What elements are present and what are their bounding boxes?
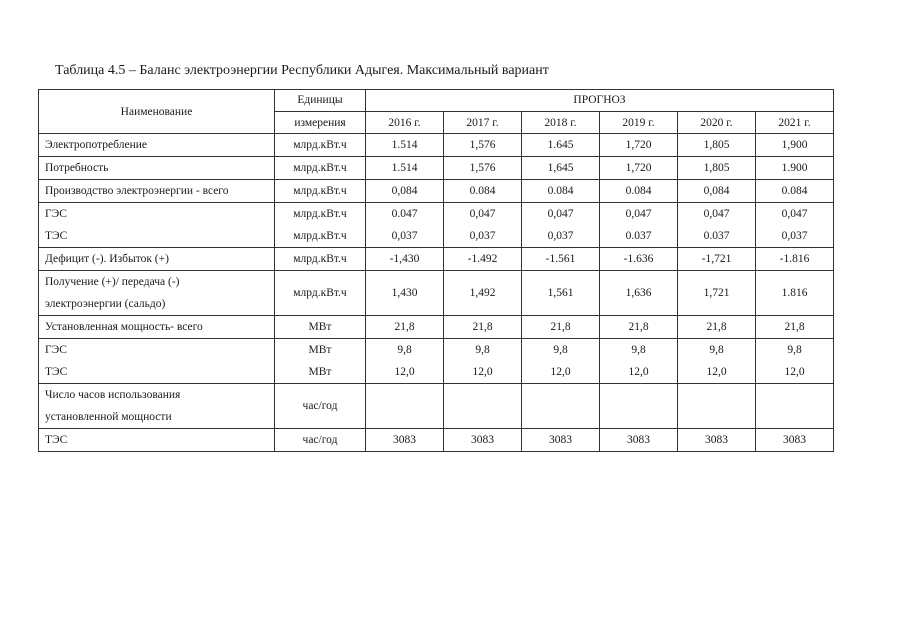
row-value-cell [678,339,756,384]
row-value: 1.645 [547,139,574,151]
row-value-cell [444,316,522,339]
header-units-line1: Единицы [297,94,343,106]
row-value: 1,576 [469,139,496,151]
row-value-cell [444,157,522,180]
row-unit-cell [275,134,366,157]
row-value-cell [678,180,756,203]
row-value: 0.047 [391,208,418,220]
row-value: 21,8 [550,321,571,333]
row-name-cell [39,316,275,339]
row-value: 12,0 [784,366,805,378]
row-name: установленной мощности [45,411,172,423]
header-year: 2021 г. [756,112,834,134]
row-value-cell [600,134,678,157]
row-value-cell [444,134,522,157]
header-year: 2019 г. [600,112,678,134]
row-value: 21,8 [628,321,649,333]
row-name: ТЭС [45,230,68,242]
row-unit-cell [275,157,366,180]
table-row [39,248,834,271]
row-name-cell [39,248,275,271]
row-value-cell [366,134,444,157]
row-value: 0,047 [469,208,496,220]
row-value-cell [600,271,678,316]
row-name: Дефицит (-). Избыток (+) [45,253,169,265]
row-value: 1.514 [391,139,418,151]
row-value-cell [600,203,678,248]
row-value-cell [522,134,600,157]
row-value-cell [600,248,678,271]
row-value: 12,0 [628,366,649,378]
row-value: 0,084 [391,185,418,197]
row-value-cell [678,316,756,339]
row-value-cell [678,203,756,248]
row-name: Число часов использования [45,389,181,401]
row-value: -1,721 [701,253,732,265]
row-value-cell [678,157,756,180]
row-unit: млрд.кВт.ч [293,139,347,151]
row-value-cell [678,384,756,429]
row-value: 0,037 [781,230,808,242]
row-value: 12,0 [394,366,415,378]
row-value-cell [366,203,444,248]
row-value: 9,8 [553,344,568,356]
table-row [39,384,834,429]
row-value: 12,0 [550,366,571,378]
header-year: 2018 г. [522,112,600,134]
table-row [39,429,834,452]
row-value-cell [444,339,522,384]
row-value: 1,805 [703,162,730,174]
row-value: 0,037 [469,230,496,242]
row-value: 21,8 [706,321,727,333]
row-value-cell [366,339,444,384]
row-unit-cell [275,203,366,248]
row-value-cell [756,339,834,384]
row-value-cell [522,339,600,384]
row-value: -1.636 [623,253,654,265]
row-value: -1.561 [545,253,576,265]
row-value-cell [522,429,600,452]
row-value: 1,636 [625,287,652,299]
row-value: 3083 [705,434,728,446]
row-value: -1.816 [779,253,810,265]
row-value: -1,430 [389,253,420,265]
row-unit: МВт [308,321,332,333]
row-value-cell [600,316,678,339]
row-unit-cell [275,180,366,203]
row-value: 3083 [549,434,572,446]
header-units-line2: измерения [294,116,346,129]
row-value-cell [522,316,600,339]
row-value: 0,037 [547,230,574,242]
row-value: 12,0 [706,366,727,378]
row-value-cell [366,271,444,316]
row-value: 1.900 [781,162,808,174]
row-unit-cell [275,271,366,316]
row-unit-cell [275,429,366,452]
row-value: 3083 [471,434,494,446]
row-value: 1,492 [469,287,496,299]
row-value: 1,645 [547,162,574,174]
row-value: 0,037 [391,230,418,242]
row-value: 1,900 [781,139,808,151]
row-name-cell [39,203,275,248]
row-unit-cell [275,316,366,339]
row-value: 3083 [783,434,806,446]
row-name-cell [39,384,275,429]
header-units-bottom [275,112,366,134]
row-value: 0.037 [625,230,652,242]
row-value-cell [522,271,600,316]
row-value: 0.084 [547,185,574,197]
table-row [39,316,834,339]
row-value-cell [444,203,522,248]
row-value: 1.514 [391,162,418,174]
row-value-cell [600,384,678,429]
row-name: Электропотребление [45,139,147,151]
row-value: 21,8 [472,321,493,333]
row-value: 1,720 [625,162,652,174]
row-value: 21,8 [394,321,415,333]
header-forecast-label: ПРОГНОЗ [573,94,626,106]
row-unit: млрд.кВт.ч [293,287,347,299]
row-value-cell [366,248,444,271]
row-value-cell [756,271,834,316]
row-value-cell [444,429,522,452]
header-forecast [366,90,834,112]
row-value-cell [366,157,444,180]
row-name-cell [39,157,275,180]
row-value-cell [366,384,444,429]
row-name: ГЭС [45,344,67,356]
table-row [39,180,834,203]
row-value-cell [756,157,834,180]
row-name: Потребность [45,162,109,174]
row-value: 21,8 [784,321,805,333]
row-value: 0.084 [781,185,808,197]
row-value: 9,8 [787,344,802,356]
row-value-cell [756,203,834,248]
row-name-cell [39,134,275,157]
row-value-cell [444,248,522,271]
row-value: 3083 [627,434,650,446]
row-unit-cell [275,248,366,271]
row-value: 0,084 [703,185,730,197]
table-row [39,339,834,384]
row-value: 9,8 [631,344,646,356]
row-unit: млрд.кВт.ч [293,208,347,220]
row-unit-cell [275,339,366,384]
row-value-cell [600,180,678,203]
row-value-cell [756,134,834,157]
row-value: 1.816 [781,287,808,299]
row-name-cell [39,339,275,384]
row-value-cell [366,429,444,452]
header-year: 2016 г. [366,112,444,134]
row-value-cell [756,429,834,452]
row-name: электроэнергии (сальдо) [45,298,166,310]
row-unit: МВт [308,344,332,356]
row-value-cell [366,316,444,339]
row-value: 3083 [393,434,416,446]
row-value: 0,047 [703,208,730,220]
row-value-cell [600,429,678,452]
row-value-cell [522,157,600,180]
row-value: 1,561 [547,287,574,299]
row-value: 1,720 [625,139,652,151]
row-value-cell [444,384,522,429]
row-name-cell [39,429,275,452]
row-value: 0,047 [781,208,808,220]
row-value-cell [522,384,600,429]
header-name-label: Наименование [120,105,193,118]
row-value-cell [522,180,600,203]
table-row [39,203,834,248]
row-name: ГЭС [45,208,67,220]
row-value-cell [678,134,756,157]
row-value-cell [756,316,834,339]
row-name: ТЭС [45,434,68,446]
row-value: 12,0 [472,366,493,378]
row-unit: млрд.кВт.ч [293,230,347,242]
row-unit: МВт [308,366,332,378]
row-unit: млрд.кВт.ч [293,253,347,265]
row-value-cell [600,339,678,384]
balance-table [38,89,834,452]
row-value-cell [522,203,600,248]
header-year: 2020 г. [678,112,756,134]
row-name: Производство электроэнергии - всего [45,185,229,197]
row-value: 0,047 [547,208,574,220]
row-unit: час/год [302,434,338,446]
row-value: 1,721 [703,287,730,299]
header-units-top [275,90,366,112]
row-value-cell [756,180,834,203]
row-value-cell [522,248,600,271]
row-value-cell [366,180,444,203]
row-value: 1,430 [391,287,418,299]
row-name: ТЭС [45,366,68,378]
row-unit: млрд.кВт.ч [293,185,347,197]
table-row [39,271,834,316]
row-value-cell [756,248,834,271]
row-unit: час/год [302,400,338,412]
row-name: Получение (+)/ передача (-) [45,276,180,288]
row-value-cell [678,248,756,271]
row-name-cell [39,271,275,316]
row-name: Установленная мощность- всего [45,321,203,333]
row-value: 9,8 [709,344,724,356]
row-value: 0.084 [469,185,496,197]
row-value: -1.492 [467,253,498,265]
header-name [39,90,275,134]
row-value-cell [444,180,522,203]
row-name-cell [39,180,275,203]
row-unit: млрд.кВт.ч [293,162,347,174]
row-value-cell [756,384,834,429]
row-value: 9,8 [397,344,412,356]
row-value: 1,805 [703,139,730,151]
header-year: 2017 г. [444,112,522,134]
row-value-cell [678,429,756,452]
row-value: 9,8 [475,344,490,356]
table-caption: Таблица 4.5 – Баланс электроэнергии Республики Адыгея. Максимальный вариант [55,63,549,78]
table-row [39,134,834,157]
row-value: 0.037 [703,230,730,242]
row-value-cell [678,271,756,316]
table-row [39,157,834,180]
row-unit-cell [275,384,366,429]
row-value: 1,576 [469,162,496,174]
row-value-cell [600,157,678,180]
row-value-cell [444,271,522,316]
row-value: 0,047 [625,208,652,220]
row-value: 0.084 [625,185,652,197]
